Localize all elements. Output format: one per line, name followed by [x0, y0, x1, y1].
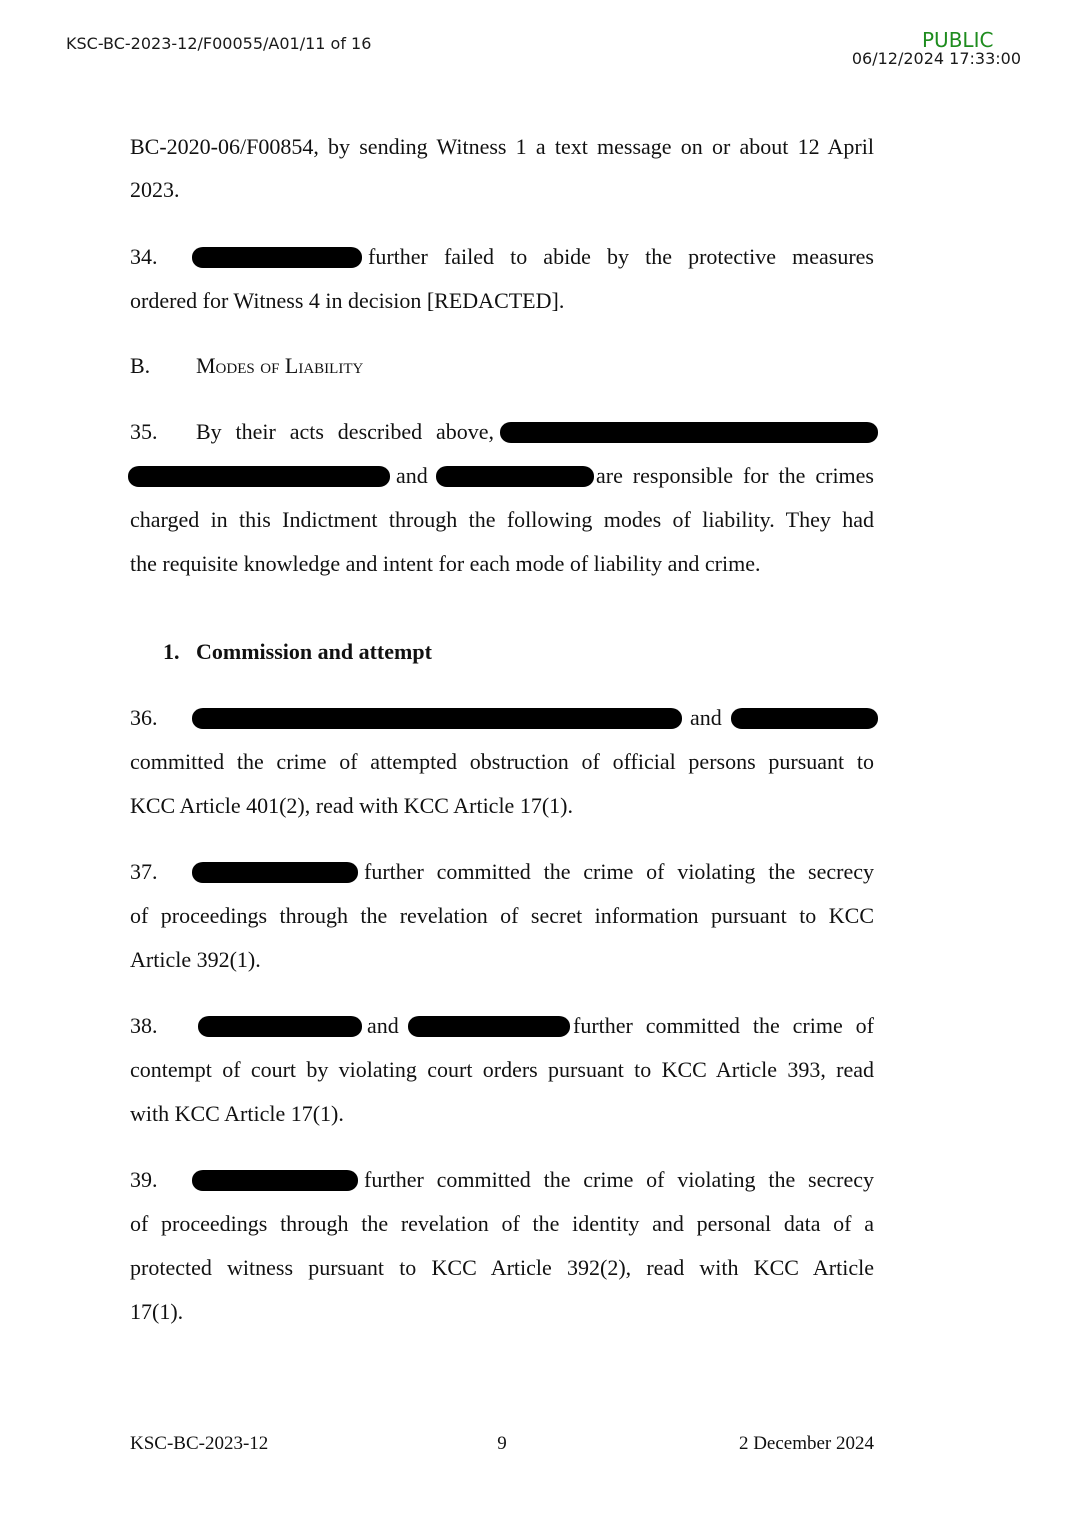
- text-line: [0, 289, 1080, 313]
- paragraph-text: 2023.: [130, 177, 180, 202]
- text-line: [0, 245, 1080, 269]
- redaction-box: [128, 466, 390, 487]
- section-title: Modes of Liability: [196, 353, 364, 378]
- conjunction-text: and: [367, 1013, 399, 1038]
- text-line: [0, 904, 1080, 928]
- paragraph-text: 17(1).: [130, 1299, 184, 1324]
- paragraph-text: of proceedings through the revelation of the identity and personal data of a: [130, 1211, 874, 1236]
- text-line: [0, 508, 1080, 532]
- paragraph-number: 36.: [130, 705, 158, 730]
- text-line: [0, 178, 1080, 202]
- redaction-box: [731, 708, 878, 729]
- text-line: [0, 420, 1080, 444]
- redaction-box: [192, 862, 358, 883]
- text-line: [0, 794, 1080, 818]
- paragraph-text: further failed to abide by the protective measures: [368, 244, 874, 269]
- text-line: [0, 948, 1080, 972]
- paragraph-number: 39.: [130, 1167, 158, 1192]
- paragraph-text: committed the crime of attempted obstruction of official persons pursuant to: [130, 749, 874, 774]
- paragraph-text: with KCC Article 17(1).: [130, 1101, 344, 1126]
- redaction-box: [192, 247, 362, 268]
- paragraph-number: 34.: [130, 244, 158, 269]
- text-line: [0, 750, 1080, 774]
- footer-date: 2 December 2024: [738, 1433, 874, 1454]
- paragraph-text: ordered for Witness 4 in decision [REDACTED].: [130, 288, 565, 313]
- text-line: [0, 1212, 1080, 1236]
- paragraph-text: charged in this Indictment through the following modes of liability. They had: [130, 507, 874, 532]
- paragraph-text: Article 392(1).: [130, 947, 261, 972]
- paragraph-text: protected witness pursuant to KCC Article 392(2), read with KCC Article: [130, 1255, 874, 1280]
- paragraph-text: are responsible for the crimes: [596, 463, 874, 488]
- text-line: [0, 706, 1080, 730]
- paragraph-number: 37.: [130, 859, 158, 884]
- redaction-box: [192, 708, 682, 729]
- paragraph-text: further committed the crime of: [573, 1013, 874, 1038]
- subheading-title: Commission and attempt: [196, 639, 432, 664]
- paragraph-text: further committed the crime of violating the secrecy: [364, 859, 874, 884]
- text-line: [0, 1058, 1080, 1082]
- paragraph-text: KCC Article 401(2), read with KCC Article 17(1).: [130, 793, 573, 818]
- section-heading: [0, 354, 1080, 378]
- redaction-box: [500, 422, 878, 443]
- text-line: [0, 1168, 1080, 1192]
- paragraph-number: 38.: [130, 1013, 158, 1038]
- page-footer: [0, 1432, 1080, 1456]
- text-line: [0, 1256, 1080, 1280]
- text-line: [0, 552, 1080, 576]
- text-line: [0, 1300, 1080, 1324]
- footer-page-number: 9: [497, 1433, 507, 1454]
- text-line: [0, 135, 1080, 159]
- conjunction-text: and: [690, 705, 722, 730]
- paragraph-text: of proceedings through the revelation of secret information pursuant to KCC: [130, 903, 874, 928]
- paragraph-text: further committed the crime of violating the secrecy: [364, 1167, 874, 1192]
- paragraph-number: 35.: [130, 419, 158, 444]
- subheading-number: 1.: [163, 639, 180, 664]
- text-line: [0, 1014, 1080, 1038]
- conjunction-text: and: [396, 463, 428, 488]
- redaction-box: [192, 1170, 358, 1191]
- text-line: [0, 1102, 1080, 1126]
- classification-label: PUBLIC: [922, 28, 994, 52]
- redaction-box: [408, 1016, 570, 1037]
- text-line: [0, 464, 1080, 488]
- paragraph-text: By their acts described above,: [196, 419, 494, 444]
- footer-case-number: KSC-BC-2023-12: [130, 1433, 269, 1454]
- filing-timestamp: 06/12/2024 17:33:00: [851, 49, 1021, 68]
- redaction-box: [436, 466, 594, 487]
- paragraph-text: contempt of court by violating court orders pursuant to KCC Article 393, read: [130, 1057, 874, 1082]
- paragraph-text: the requisite knowledge and intent for each mode of liability and crime.: [130, 551, 761, 576]
- redaction-box: [198, 1016, 362, 1037]
- section-letter: B.: [130, 353, 151, 378]
- subheading: [0, 640, 1080, 664]
- paragraph-text: BC-2020-06/F00854, by sending Witness 1 a text message on or about 12 April: [130, 134, 874, 159]
- text-line: [0, 860, 1080, 884]
- document-reference: KSC-BC-2023-12/F00055/A01/11 of 16: [66, 34, 372, 53]
